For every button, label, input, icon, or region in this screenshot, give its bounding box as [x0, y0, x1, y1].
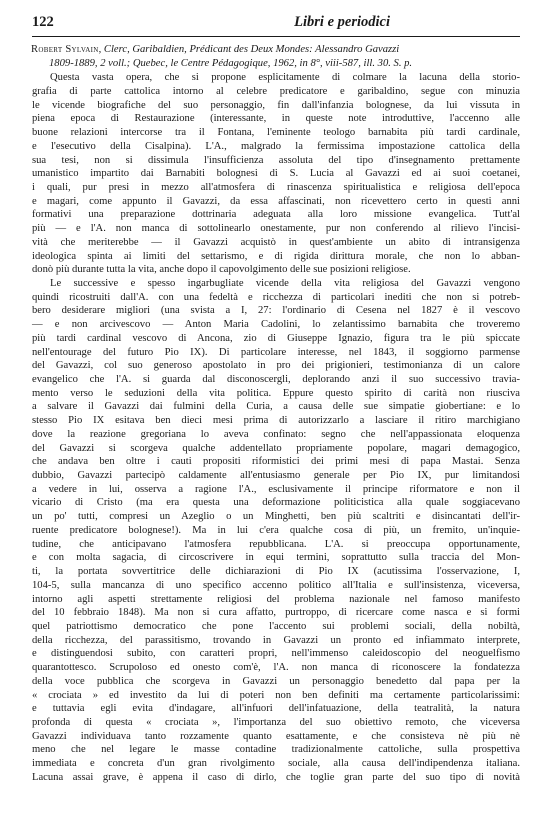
text-line: vicario di Cristo (ma era questa una deformazione politicistica alla quale soggiacevano [32, 497, 520, 509]
text-line: che andava ben oltre i cauti propositi riformistici dei primi mesi di papa Mastai. Senza [32, 456, 520, 468]
text-line: meno che nel legare le masse contadine tradizionalmente cattoliche, sulla prospettiva [32, 744, 520, 756]
text-line: buone relazioni intercorse tra il Fontana, l'eminente teologo barnabita più tardi cardinale, [32, 127, 520, 139]
text-line: formativi una preparazione dottrinaria adeguata alla loro missione evangelica. Tutt'al [32, 209, 520, 221]
book-author: Robert Sylvain [31, 44, 99, 55]
page-number: 122 [32, 14, 54, 30]
text-line: sua tesi, non si dissimula l'insufficienza assoluta del tipo d'insegnamento prettamente [32, 154, 520, 166]
text-line: più — e l'A. non manca di sottolinearlo onestamente, pur non conferendo al rilievo l'incisi- [32, 223, 520, 235]
bibliographic-entry [32, 43, 520, 70]
text-line: del 10 febbraio 1848). Ma non si cura affatto, purtroppo, di ricercare come nasca e si formi [32, 607, 520, 619]
text-line: e distinguendosi subito, con caratteri propri, nell'immenso caleidoscopio del neoguelfismo [32, 648, 520, 660]
text-line: tudine, che anticipavano l'atmosfera repubblicana. L'A. si preoccupa opportunamente, [32, 538, 520, 550]
text-line: quel patriottismo democratico che pone l'accento sui problemi sociali, della nobiltà, [32, 620, 520, 632]
text-line: — e non arcivescovo — Anton Maria Cadolini, lo zelantissimo barnabita che troveremo [32, 319, 520, 331]
text-line: grafia di parte cattolica intorno al celebre predicatore e garibaldino, segue con minuzia [32, 85, 520, 97]
text-line: a salvare il Gavazzi dai fulmini della Curia, a causa delle sue simpatie giobertiane: e lo [32, 401, 520, 413]
text-line: Questa vasta opera, che si propone esplicitamente di colmare la lacuna della storio- [50, 72, 520, 84]
text-line: vità che meriterebbe — il Gavazzi acquistò in quest'ambiente un abito di intransigenza [32, 236, 520, 248]
text-line: nell'entourage del futuro Pio IX). Di particolare interesse, nel 1843, il soggiorno parmense [32, 346, 520, 358]
text-line: del Gavazzi, col suo generoso apostolato in pro dei prigionieri, testimonianza di un calore [32, 360, 520, 372]
text-line: intorno agli aspetti strettamente religiosi del problema nazionale nel famoso manifesto [32, 593, 520, 605]
text-line: del Gavazzi si scorgeva qualche addentellato propriamente popolare, magari demagogico, [32, 442, 520, 454]
text-line: donò più durante tutta la vita, anche dopo il capovolgimento delle sue posizioni religiose. [32, 264, 411, 276]
text-line: stesso Pio IX esitava ben dieci mesi prima di autorizzarlo a lasciare il ritiro marchigiano [32, 415, 520, 427]
book-title: , Clerc, Garibaldien, Prédicant des Deux Mondes: Alessandro Gavazzi [98, 44, 400, 55]
text-line: dubbio, Gavazzi partecipò caldamente all'entusiasmo generale per Pio IX, pur limitandosi [32, 470, 520, 482]
text-line: profonda di questa « crociata », l'importanza del suo obiettivo remoto, che viceversa [32, 716, 520, 728]
text-line: della voce pubblica che scorgeva in Gavazzi un personaggio benedetto dal papa per la [32, 675, 520, 687]
text-line: mento verso le seduzioni della vita politica. Eppure questo spirito di carità non riusciva [32, 387, 520, 399]
text-line: Gavazzi individuava tanto rozzamente quanto esattamente, e che consisteva nè più nè [32, 730, 520, 742]
review-paragraph-2 [32, 277, 520, 785]
review-paragraph-1 [32, 71, 520, 277]
text-line: più tardi cardinal vescovo di Ancona, zio di Giuseppe Ignazio, figura tra le più spiccate [32, 332, 520, 344]
text-line: « crociata » ed investito da lui di poteri non ben definiti ma certamente particolarissimi: [32, 689, 520, 701]
text-line: quindi ricostruiti dall'A. con una fedeltà e ricchezza di particolari inediti che non si potreb- [32, 291, 520, 303]
text-line: Le successive e spesso ingarbugliate vicende della vita religiosa del Gavazzi vengono [50, 277, 520, 289]
text-line: umanistico impartito dai Barnabiti bolognesi di S. Lucia al Gavazzi ed ai suoi coetanei, [32, 168, 520, 180]
text-line: un po' tutti, compresi un Azeglio o un Minghetti, ben più scaltriti e disincantati dell'ir- [32, 511, 520, 523]
text-line: i quali, pur presi in mezzo all'atmosfera di rinascenza spiritualistica e religiosa dell'epoca [32, 181, 520, 193]
text-line: e magari, come appunto il Gavazzi, da essa affascinati, non ricevettero certo in questi anni [32, 195, 520, 207]
text-line: Lacuna assai grave, è appena il caso di dirlo, che toglie gran parte del suo tipo di novità [32, 771, 520, 783]
text-line: evangelico che l'A. si guarda dal disconoscergli, deplorando anzi il suo successivo travia- [32, 374, 520, 385]
running-head [32, 14, 520, 37]
text-line: ti, la portata sovvertitrice delle dichiarazioni di Pio IX (acutissima l'osservazione, I, [32, 566, 520, 578]
text-line: a vedere in lui, osserva a ragione l'A., esclusivamente il principe riformatore e non il [32, 483, 520, 495]
text-line: 104-5, sulla mancanza di uno specifico accenno politico all'Italia e sull'insistenza, viceversa, [32, 579, 520, 591]
text-line: e l'esecutivo della Cisalpina). L'A., malgrado la fermissima impostazione cattolica della [32, 140, 520, 152]
text-line: le vicende biografiche del suo personaggio, fin dall'infanzia bolognese, da lui vissuta in [32, 99, 520, 111]
text-line: bero desiderare migliori (una svista a I, 27: l'ordinario di Cesena nel 1827 è il vescovo [32, 305, 520, 317]
text-line: ideologica spinta ai limiti del settarismo, e di rigida dirittura morale, che non lo abban- [32, 250, 520, 262]
section-title: Libri e periodici [294, 14, 390, 30]
text-line: quarantottesco. Scrupoloso ed onesto com'è, l'A. non manca di riconoscere la fondatezza [32, 662, 520, 674]
text-line: immediata e concreta d'un gran rivolgimento sociale, alla causa dell'indipendenza italiana. [32, 758, 520, 770]
book-publication-details: 1809-1889, 2 voll.; Quebec, le Centre Pédagogique, 1962, in 8°, viii-587, ill. 30. S. p. [49, 57, 413, 69]
text-line: e con molta sagacia, di circoscrivere in equi termini, soprattutto sulla traccia del Mon- [32, 552, 520, 564]
text-line: della ricchezza, del parassitismo, trovando in Gavazzi un pronto ed infiammato interprete, [32, 634, 520, 646]
text-line: piena epoca di Restaurazione (interessante, in queste note introduttive, l'accenno alle [32, 113, 520, 125]
text-line: e tuttavia egli evita d'indagare, all'infuori dell'infatuazione, della teatralità, la natura [32, 703, 520, 715]
text-line: dove la reazione gregoriana lo aveva confinato: segno che nell'appassionata eloquenza [32, 428, 520, 440]
text-line: ruente predicatore bolognese!). Ma in lui c'era qualche cosa di più, un fremito, un'inquie- [32, 524, 520, 536]
